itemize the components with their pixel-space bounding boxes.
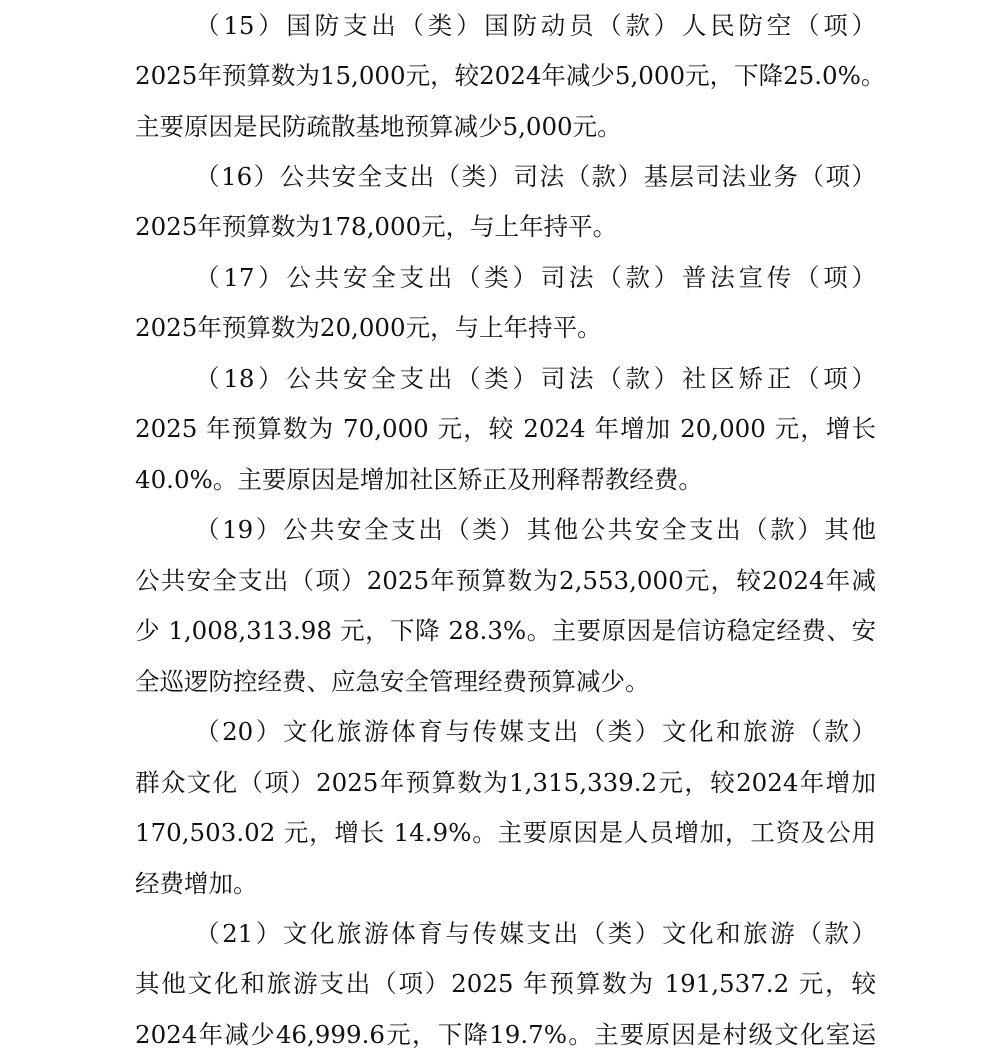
paragraph-21-line-1: （21）文化旅游体育与传媒支出（类）文化和旅游（款） <box>195 919 876 948</box>
paragraph-21-line-3: 2024年减少46,999.6元，下降19.7%。主要原因是村级文化室运 <box>135 1020 876 1049</box>
paragraph-20-line-3: 170,503.02 元，增长 14.9%。主要原因是人员增加，工资及公用 <box>135 818 876 847</box>
paragraph-16-line-1: （16）公共安全支出（类）司法（款）基层司法业务（项） <box>195 162 876 191</box>
paragraph-20-line-2: 群众文化（项）2025年预算数为1,315,339.2元，较2024年增加 <box>135 768 876 797</box>
paragraph-19-line-4: 全巡逻防控经费、应急安全管理经费预算减少。 <box>135 667 650 696</box>
paragraph-17-line-2: 2025年预算数为20,000元，与上年持平。 <box>135 313 602 342</box>
paragraph-18-line-3: 40.0%。主要原因是增加社区矫正及刑释帮教经费。 <box>135 465 703 494</box>
paragraph-15-line-2: 2025年预算数为15,000元，较2024年减少5,000元，下降25.0%。 <box>135 61 886 90</box>
paragraph-18-line-1: （18）公共安全支出（类）司法（款）社区矫正（项） <box>195 364 876 393</box>
paragraph-15-line-3: 主要原因是民防疏散基地预算减少5,000元。 <box>135 112 622 141</box>
paragraph-20-line-4: 经费增加。 <box>135 869 258 898</box>
paragraph-17-line-1: （17）公共安全支出（类）司法（款）普法宣传（项） <box>195 263 876 292</box>
paragraph-18-line-2: 2025 年预算数为 70,000 元，较 2024 年增加 20,000 元，增长 <box>135 414 876 443</box>
paragraph-19-line-1: （19）公共安全支出（类）其他公共安全支出（款）其他 <box>195 515 876 544</box>
paragraph-15-line-1: （15）国防支出（类）国防动员（款）人民防空（项） <box>195 11 876 40</box>
paragraph-19-line-2: 公共安全支出（项）2025年预算数为2,553,000元，较2024年减 <box>135 566 876 595</box>
paragraph-21-line-2: 其他文化和旅游支出（项）2025 年预算数为 191,537.2 元，较 <box>135 969 876 998</box>
paragraph-20-line-1: （20）文化旅游体育与传媒支出（类）文化和旅游（款） <box>195 717 876 746</box>
paragraph-19-line-3: 少 1,008,313.98 元，下降 28.3%。主要原因是信访稳定经费、安 <box>135 616 876 645</box>
paragraph-16-line-2: 2025年预算数为178,000元，与上年持平。 <box>135 212 618 241</box>
